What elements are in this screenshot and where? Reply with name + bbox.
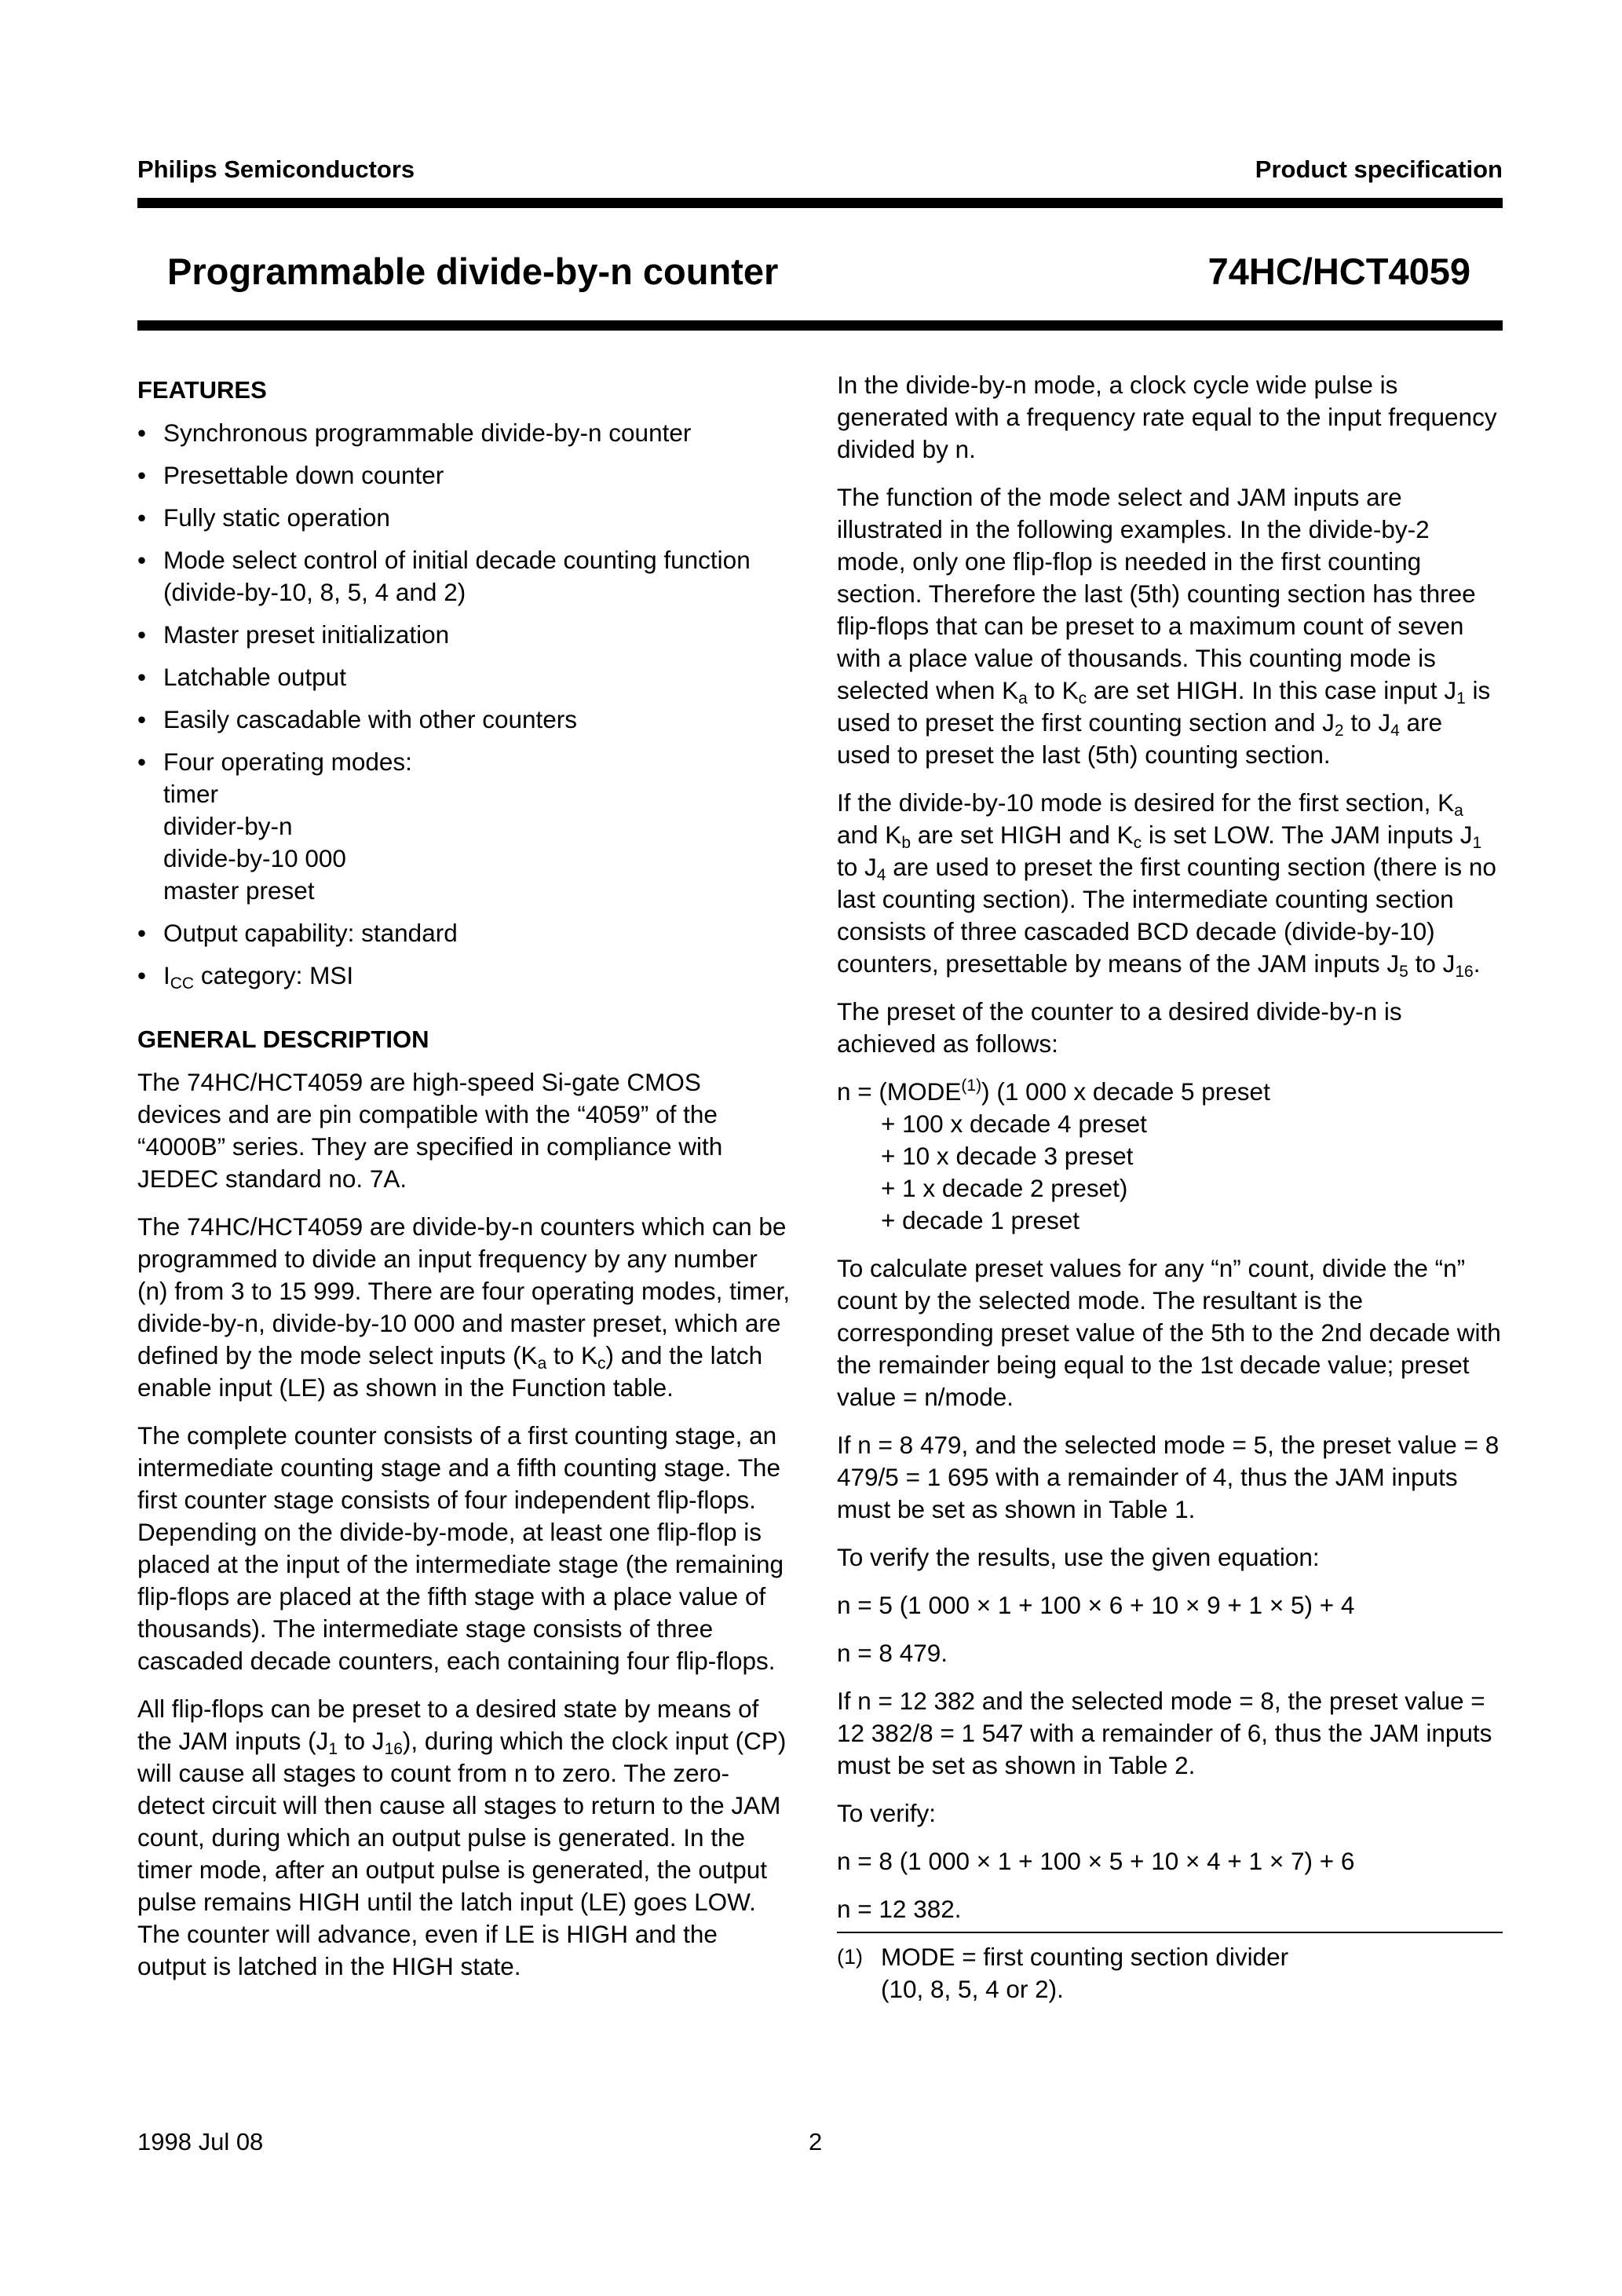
page-title: Programmable divide-by-n counter bbox=[167, 250, 779, 292]
footnote bbox=[837, 1941, 1503, 2005]
part-number: 74HC/HCT4059 bbox=[1207, 250, 1470, 292]
mode-master-preset: master preset bbox=[163, 876, 315, 905]
equation-line: $n = (MODE^{(1)})$ (1 000 x decade 5 preset bbox=[837, 1077, 1270, 1106]
features-heading: FEATURES bbox=[137, 376, 267, 404]
footer-date: 1998 Jul 08 bbox=[137, 2128, 264, 2155]
general-paragraph-2: The 74HC/HCT4059 are divide-by-n counters which can be programmed to divide an input frequency by any number (n) from 3 to 15 999. There are four operating modes, timer, divide-by-n, divide-by-10 000 and master preset, which are defined by the mode select inputs ($K_a$ to $K_c$) and the latch enable input (LE) as shown in the Function table. bbox=[137, 1212, 791, 1402]
general-paragraph-1: The 74HC/HCT4059 are high-speed Si-gate CMOS devices and are pin compatible with the “4059” of the “4000B” series. They are specified in compliance with JEDEC standard no. 7A. bbox=[137, 1068, 723, 1193]
mode-divide-by-10000: divide-by-10 000 bbox=[163, 844, 346, 872]
right-paragraph-3: If the divide-by-10 mode is desired for the first section, $K_a$ and $K_b$ are set HIGH and $K_c$ is set LOW. The JAM inputs $J_1$ to $J_4$ are used to preset the first counting section (there is no last counting section). The intermediate counting section consists of three cascaded BCD decade (divide-by-10) counters, presettable by means of the JAM inputs $J_5$ to $J_{16}$. bbox=[837, 788, 1496, 981]
footnote-mark: (1) bbox=[837, 1945, 863, 1969]
feature-item: • Easily cascadable with other counters bbox=[137, 704, 791, 736]
right-paragraph-1: In the divide-by-n mode, a clock cycle wide pulse is generated with a frequency rate equal to the input frequency divided by n. bbox=[837, 371, 1497, 463]
feature-item: • Presettable down counter bbox=[137, 459, 791, 492]
general-paragraph-3: The complete counter consists of a first counting stage, an intermediate counting stage and a fifth counting stage. The first counter stage consists of four independent flip-flops. Depending on the divide-by-mode, at least one flip-flop is placed at the input of the intermediate stage (the remaining flip-flops are placed at the fifth stage with a place value of thousands). The intermediate stage consists of three cascaded decade counters, each containing four flip-flops. bbox=[137, 1421, 784, 1675]
page-number: 2 bbox=[809, 2128, 823, 2155]
feature-item: • Master preset initialization bbox=[137, 619, 791, 651]
document-type: Product specification bbox=[1255, 155, 1503, 183]
verify-result-2: n = 12 382. bbox=[837, 1895, 962, 1923]
mode-timer: timer bbox=[163, 780, 218, 808]
preset-equation bbox=[837, 1076, 1503, 1237]
feature-item: • Mode select control of initial decade counting function (divide-by-10, 8, 5, 4 and 2) bbox=[137, 544, 791, 609]
feature-item: • Output capability: standard bbox=[137, 917, 791, 949]
right-paragraph-4: The preset of the counter to a desired divide-by-n is achieved as follows: bbox=[837, 997, 1402, 1058]
footnote-rule bbox=[837, 1932, 1503, 1933]
right-paragraph-5: To calculate preset values for any “n” count, divide the “n” count by the selected mode. The resultant is the corresponding preset value of the 5th to the 2nd decade with the remainder being equal to the 1st decade value; preset value = n/mode. bbox=[837, 1254, 1501, 1411]
right-paragraph-6: If n = 8 479, and the selected mode = 5, the preset value = 8 479/5 = 1 695 with a remainder of 4, thus the JAM inputs must be set as shown in Table 1. bbox=[837, 1431, 1500, 1523]
equation-line: + 10 x decade 3 preset bbox=[881, 1142, 1134, 1170]
verify-equation-2: n = 8 (1 000 × 1 + 100 × 5 + 10 × 4 + 1 × 7) + 6 bbox=[837, 1847, 1355, 1875]
mode-divider: divider-by-n bbox=[163, 812, 293, 840]
feature-item: • Synchronous programmable divide-by-n counter bbox=[137, 417, 791, 449]
left-column bbox=[137, 369, 791, 1998]
feature-item-modes bbox=[137, 746, 791, 907]
feature-item: • Latchable output bbox=[137, 661, 791, 693]
feature-item-label: • Four operating modes: bbox=[163, 748, 412, 776]
equation-line: + decade 1 preset bbox=[881, 1206, 1080, 1234]
header-rule-top bbox=[137, 198, 1503, 208]
equation-line: + 1 x decade 2 preset) bbox=[881, 1174, 1128, 1202]
company-name: Philips Semiconductors bbox=[137, 155, 415, 183]
right-paragraph-10: If n = 12 382 and the selected mode = 8, the preset value = 12 382/8 = 1 547 with a remainder of 6, thus the JAM inputs must be set as shown in Table 2. bbox=[837, 1687, 1492, 1779]
right-paragraph-7: To verify the results, use the given equation: bbox=[837, 1543, 1320, 1571]
verify-result-1: n = 8 479. bbox=[837, 1639, 948, 1667]
features-list bbox=[137, 417, 791, 992]
right-column bbox=[837, 369, 1503, 2005]
header-rule-bottom bbox=[137, 320, 1503, 331]
general-description-heading: GENERAL DESCRIPTION bbox=[137, 1026, 429, 1053]
feature-item: • Fully static operation bbox=[137, 502, 791, 534]
equation-line: + 100 x decade 4 preset bbox=[881, 1110, 1147, 1138]
right-paragraph-2: The function of the mode select and JAM inputs are illustrated in the following examples. In the divide-by-2 mode, only one flip-flop is needed in the first counting section. Therefore the last (5th) counting section has three flip-flops that can be preset to a maximum count of seven with a place value of thousands. This counting mode is selected when $K_a$ to $K_c$ are set HIGH. In this case input $J_1$ is used to preset the first counting section and $J_2$ to $J_4$ are used to preset the last (5th) counting section. bbox=[837, 483, 1491, 769]
right-paragraph-11: To verify: bbox=[837, 1799, 937, 1827]
verify-equation-1: n = 5 (1 000 × 1 + 100 × 6 + 10 × 9 + 1 × 5) + 4 bbox=[837, 1591, 1355, 1619]
feature-item-icc: • $I_{CC}$ category: MSI bbox=[137, 960, 791, 992]
footnote-text: MODE = first counting section divider (10, 8, 5, 4 or 2). bbox=[881, 1943, 1289, 2003]
general-paragraph-4: All flip-flops can be preset to a desired state by means of the JAM inputs ($J_1$ to $J_{16}$), during which the clock input (CP) will cause all stages to count from n to zero. The zero-detect circuit will then cause all stages to return to the JAM count, during which an output pulse is generated. In the timer mode, after an output pulse is generated, the output pulse remains HIGH until the latch input (LE) goes LOW. The counter will advance, even if LE is HIGH and the output is latched in the HIGH state. bbox=[137, 1695, 787, 1980]
